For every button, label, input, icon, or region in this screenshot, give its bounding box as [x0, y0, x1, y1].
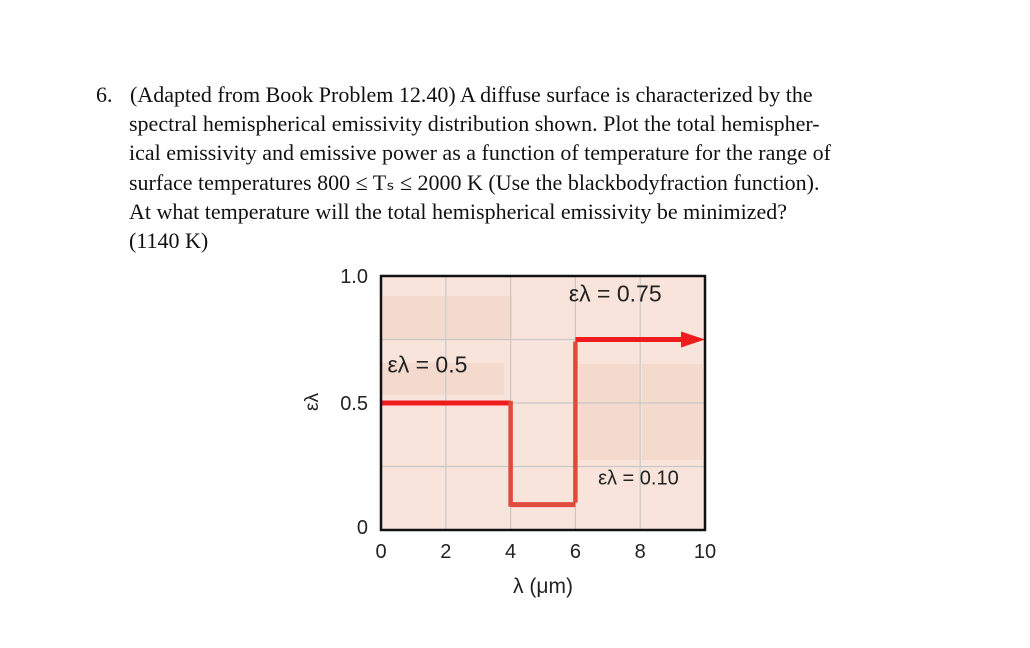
x-tick-label: 0 — [375, 541, 387, 563]
problem-line-2: spectral hemispherical emissivity distribution shown. Plot the total hemispher- — [129, 111, 820, 137]
x-tick-label: 4 — [505, 541, 517, 563]
y-tick-label: 1.0 — [340, 266, 368, 288]
x-tick-label: 6 — [569, 541, 581, 563]
emissivity-annotation: ελ = 0.75 — [568, 280, 662, 307]
y-tick-label: 0.5 — [340, 393, 368, 415]
shade-cell — [447, 296, 512, 340]
shade-cell — [642, 364, 703, 460]
shade-cell — [383, 296, 445, 340]
problem-line-3: ical emissivity and emissive power as a function of temperature for the range of — [129, 140, 831, 166]
problem-number: 6. — [96, 82, 113, 107]
problem-line-1: (Adapted from Book Problem 12.40) A diffuse surface is characterized by the — [130, 82, 813, 107]
x-axis-label: λ (μm) — [513, 575, 573, 598]
problem-line-5: At what temperature will the total hemispherical emissivity be minimized? — [129, 198, 787, 224]
emissivity-annotation: ελ = 0.10 — [598, 467, 679, 490]
x-tick-label: 2 — [440, 541, 452, 563]
y-axis-label: ελ — [302, 393, 323, 411]
emissivity-annotation: ελ = 0.5 — [387, 351, 468, 378]
problem-line-4: surface temperatures 800 ≤ Tₛ ≤ 2000 K (Use the blackbodyfraction function). — [129, 169, 820, 195]
shade-cell — [579, 364, 640, 460]
problem-line-6: (1140 K) — [129, 228, 209, 253]
x-tick-label: 10 — [693, 541, 717, 563]
y-tick-label: 0 — [356, 517, 368, 539]
x-tick-label: 8 — [634, 541, 646, 563]
